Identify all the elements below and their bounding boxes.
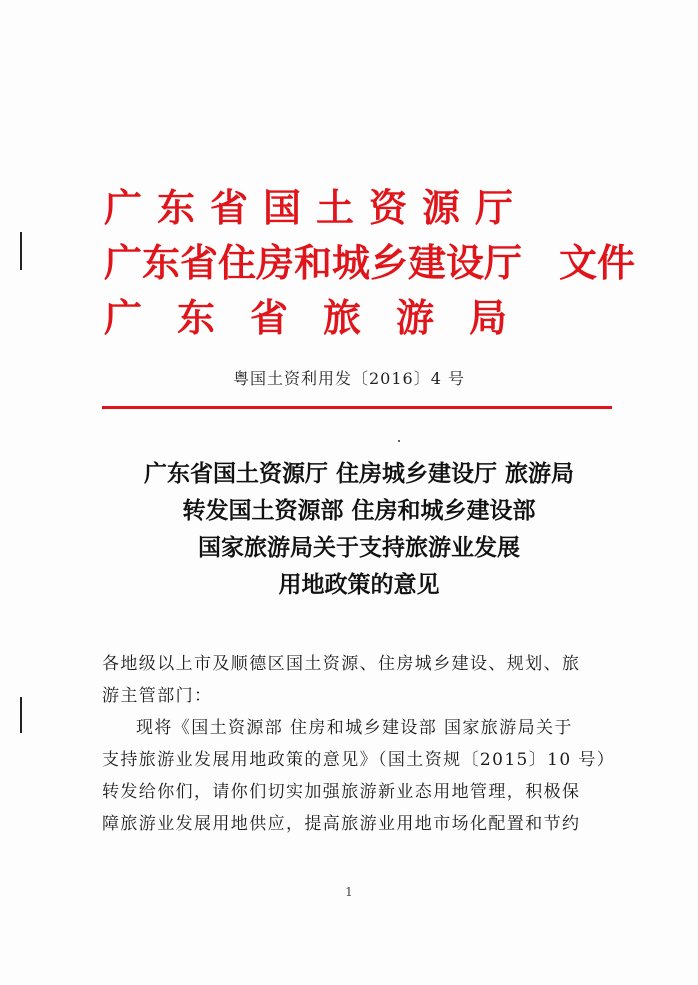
title-line-3: 国家旅游局关于支持旅游业发展 — [198, 535, 520, 561]
red-separator-line — [102, 406, 612, 409]
body-line-addressee-2: 游主管部门： — [102, 686, 213, 706]
scan-speck — [398, 440, 400, 442]
binding-mark-top — [20, 232, 22, 270]
body-line-6: 障旅游业发展用地供应，提高旅游业用地市场化配置和节约 — [102, 814, 581, 834]
header-authority-land-resources: 广东省国土资源厅 — [104, 186, 529, 230]
title-line-1: 广东省国土资源厅 住房城乡建设厅 旅游局 — [143, 461, 574, 487]
binding-mark-bottom — [20, 697, 22, 733]
title-line-4: 用地政策的意见 — [278, 572, 440, 598]
body-line-5: 转发给你们，请你们切实加强旅游新业态用地管理，积极保 — [102, 782, 581, 802]
body-line-4: 支持旅游业发展用地政策的意见》（国土资规〔2015〕10 号） — [102, 750, 616, 770]
document-number: 粤国土资利用发〔2016〕4 号 — [233, 369, 465, 388]
body-line-addressee-1: 各地级以上市及顺德区国土资源、住房城乡建设、规划、旅 — [102, 654, 581, 674]
body-line-3: 现将《国土资源部 住房和城乡建设部 国家旅游局关于 — [136, 718, 573, 738]
document-title — [0, 456, 698, 604]
page-number: 1 — [345, 885, 353, 899]
title-line-2: 转发国土资源部 住房和城乡建设部 — [182, 498, 536, 524]
header-authority-housing: 广东省住房和城乡建设厅 — [104, 241, 523, 285]
header-authority-tourism: 广东省旅游局 — [104, 296, 543, 340]
document-body — [102, 648, 622, 840]
header-document-label: 文件 — [559, 241, 636, 285]
